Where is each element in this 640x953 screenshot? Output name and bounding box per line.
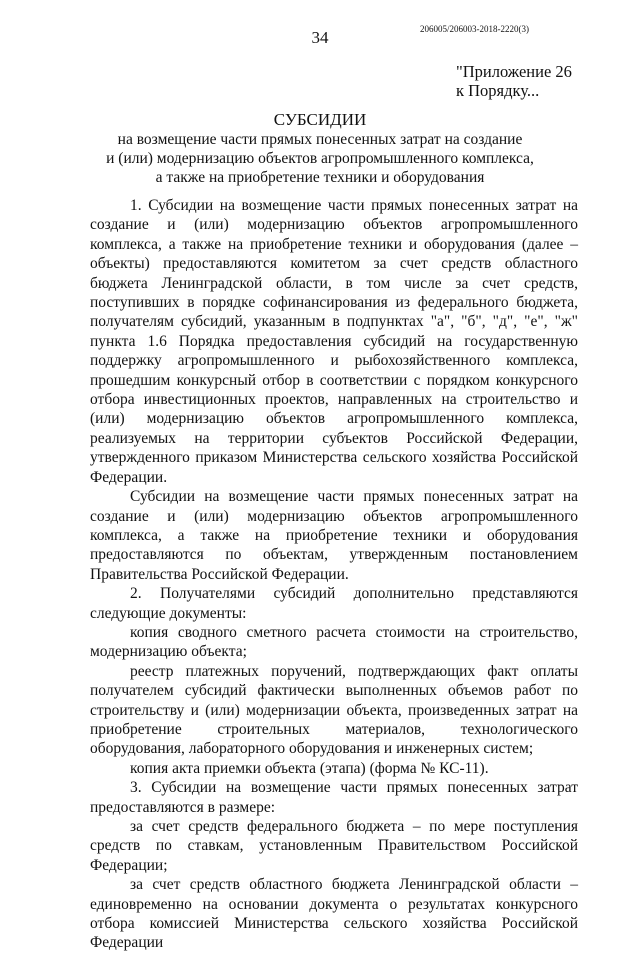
subtitle-line-1: на возмещение части прямых понесенных затрат на создание [117, 131, 523, 148]
subtitle-line-3: а также на приобретение техники и оборудования [155, 169, 485, 186]
document-title: СУБСИДИИ [273, 110, 367, 129]
paragraph-1: 1. Субсидии на возмещение части прямых понесенных затрат на создание и (или) модернизацию объектов агропромышленного комплекса, а также на приобретение техники и оборудования (далее – объекты) предоставляются комитетом за счет средств областного бюджета Ленинградской области, в том числе за счет средств, поступивших в порядке софинансирования из федерального бюджета, получателям субсидий, указанным в подпунктах "а", "б", "д", "е", "ж" пункта 1.6 Порядка предоставления субсидий на государственную поддержку агропромышленного и рыбохозяйственного комплекса, прошедшим конкурсный отбор в соответствии с порядком конкурсного отбора инвестиционных проектов, направленных на строительство и (или) модернизацию объектов агропромышленного комплекса, реализуемых на территории субъектов Российской Федерации, утвержденного приказом Министерства сельского хозяйства Российской Федерации. [90, 197, 578, 486]
paragraph-4: копия сводного сметного расчета стоимости на строительство, модернизацию объекта; [90, 623, 578, 661]
paragraph-6: копия акта приемки объекта (этапа) (форма № КС-11). [130, 759, 489, 777]
appendix-line-2: к Порядку... [456, 81, 540, 100]
document-body [90, 196, 578, 953]
paragraph-8: за счет средств федерального бюджета – по мере поступления средств по ставкам, установленным Правительством Российской Федерации; [90, 818, 578, 874]
paragraph-7: 3. Субсидии на возмещение части прямых понесенных затрат предоставляются в размере: [90, 779, 578, 816]
paragraph-2: Субсидии на возмещение части прямых понесенных затрат на создание и (или) модернизацию объектов агропромышленного комплекса, а также на приобретение техники и оборудования предоставляются по объектам, утвержденным постановлением Правительства Российской Федерации. [90, 488, 578, 583]
document-subtitle [80, 130, 560, 187]
document-code: 206005/206003-2018-2220(3) [420, 24, 529, 34]
page-number: 34 [311, 28, 329, 47]
appendix-reference [456, 62, 572, 100]
paragraph-3: 2. Получателями субсидий дополнительно представляются следующие документы: [90, 585, 578, 622]
paragraph-5: реестр платежных поручений, подтверждающих факт оплаты получателем субсидий фактически выполненных объемов работ по строительству и (или) модернизации объекта, произведенных затрат на приобретение строительных материалов, технологического оборудования, лабораторного оборудования и инженерных систем; [90, 662, 578, 758]
paragraph-9: за счет средств областного бюджета Ленинградской области – единовременно на основании документа о результатах конкурсного отбора комиссией Министерства сельского хозяйства Российской Федерации [90, 876, 578, 952]
subtitle-line-2: и (или) модернизацию объектов агропромышленного комплекса, [106, 150, 534, 167]
appendix-line-1: "Приложение 26 [456, 62, 572, 81]
